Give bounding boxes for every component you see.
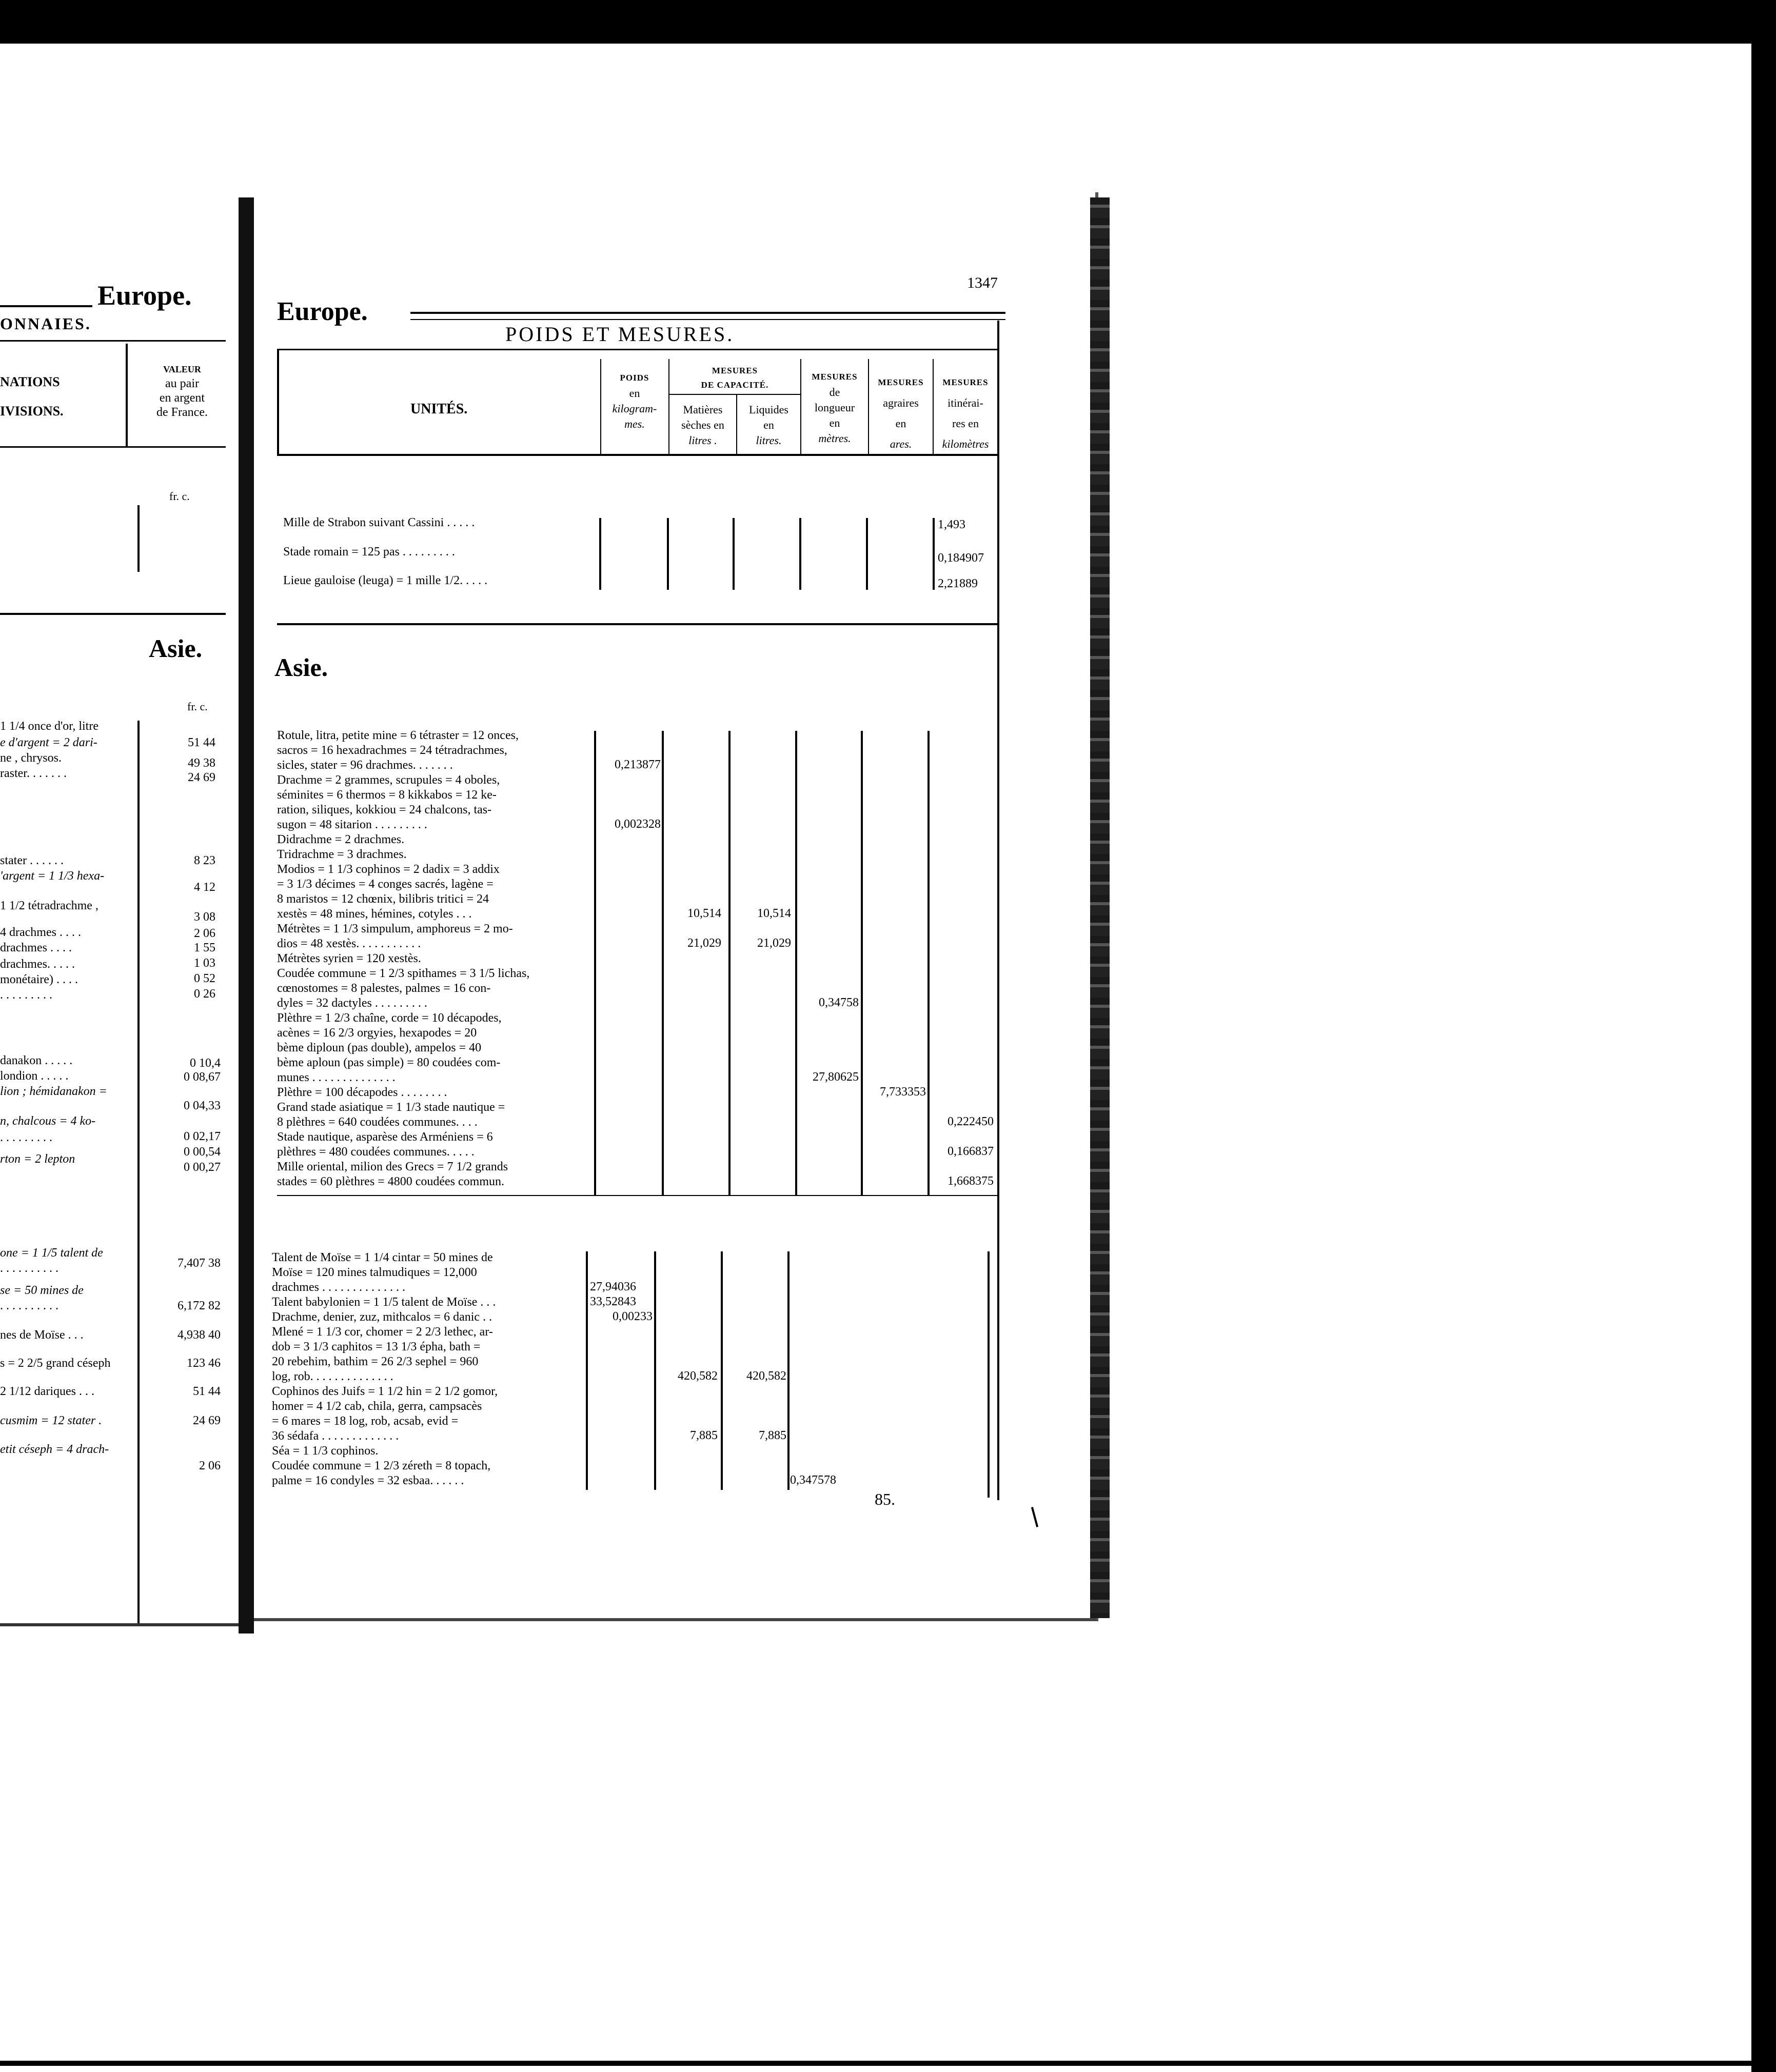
header-liquides-l1: Liquides (749, 403, 788, 416)
left-row-value: 4,938 40 (177, 1328, 221, 1342)
header-itineraires-l4: kilomètres (942, 437, 989, 450)
table-row-itin: 1,493 (938, 518, 965, 531)
asie-value-poids: 0,002328 (615, 818, 661, 831)
left-row-value: 0 00,54 (184, 1145, 221, 1159)
left-row-value: 123 46 (187, 1357, 221, 1370)
left-row-text: lion ; hémidanakon = (0, 1085, 107, 1098)
scan-right-border (1751, 44, 1776, 2072)
asie-line: Mille oriental, milion des Grecs = 7 1/2 grands (277, 1160, 508, 1173)
header-liquides-l3: litres. (756, 434, 782, 447)
table-title: POIDS ET MESURES. (505, 323, 735, 346)
left-unit-label: fr. c. (169, 490, 190, 503)
header-poids-l4: mes. (624, 417, 645, 430)
header-agraires (869, 371, 933, 454)
asie-line: bème diploun (pas double), ampelos = 40 (277, 1041, 482, 1054)
left-row-text: . . . . . . . . . (0, 1131, 52, 1144)
left-row-text: etit céseph = 4 drach- (0, 1443, 109, 1456)
asie-value-seches: 10,514 (687, 907, 721, 920)
left-row-text: s = 2 2/5 grand céseph (0, 1357, 111, 1370)
signature-mark: 85. (875, 1490, 895, 1508)
header-agraires-l2: agraires (883, 396, 919, 409)
book-spine (239, 197, 254, 1633)
asie-line: 8 plèthres = 640 coudées communes. . . . (277, 1115, 478, 1129)
left-row-value: 1 03 (194, 957, 215, 970)
header-longueur-l1: MESURES (812, 372, 858, 382)
left-row-value: 8 23 (194, 854, 215, 867)
left-value-column-rule (137, 721, 140, 1626)
asie-line: ration, siliques, kokkiou = 24 chalcons, tas- (277, 803, 492, 816)
left-row-text: rton = 2 lepton (0, 1152, 75, 1166)
left-row-text: monétaire) . . . . (0, 973, 78, 986)
header-left-rule (277, 349, 279, 454)
hebrew-value-liquides: 7,885 (759, 1429, 786, 1442)
header-agraires-l3: en (895, 417, 906, 430)
left-row-text: 1 1/4 once d'or, litre (0, 720, 98, 733)
col-rule (662, 731, 664, 1195)
scan-top-border (0, 0, 1776, 44)
left-row-value: 3 08 (194, 910, 215, 924)
left-header-bottom-rule (0, 446, 226, 448)
asie-value-itin: 0,166837 (948, 1145, 994, 1158)
hebrew-value-seches: 7,885 (690, 1429, 718, 1442)
left-row-text: one = 1 1/5 talent de (0, 1246, 103, 1260)
left-row-text: . . . . . . . . . (0, 988, 52, 1002)
asie-line: dyles = 32 dactyles . . . . . . . . . (277, 997, 427, 1010)
asie-line: sugon = 48 sitarion . . . . . . . . . (277, 818, 427, 831)
asie-line: Grand stade asiatique = 1 1/3 stade nautique = (277, 1101, 505, 1114)
table-right-rule (997, 321, 999, 1500)
left-header-divider (126, 344, 128, 446)
asie-line: Rotule, litra, petite mine = 6 tétraster = 12 onces, (277, 729, 519, 742)
asie-value-liquides: 10,514 (757, 907, 791, 920)
left-row-text: . . . . . . . . . . (0, 1262, 58, 1275)
col-rule (799, 518, 801, 590)
left-row-value: 2 06 (194, 927, 215, 940)
left-section-rule (0, 613, 226, 615)
col-rule (988, 1251, 990, 1498)
asie-line: acènes = 16 2/3 orgyies, hexapodes = 20 (277, 1026, 477, 1040)
asie-value-itin: 1,668375 (948, 1174, 994, 1188)
table-row-itin: 0,184907 (938, 551, 984, 565)
left-row-value: 0 00,27 (184, 1161, 221, 1174)
left-row-text: se = 50 mines de (0, 1284, 84, 1297)
asie-line: séminites = 6 thermos = 8 kikkabos = 12 ke- (277, 788, 497, 802)
asie-value-longueur: 0,34758 (819, 996, 859, 1009)
left-row-text: drachmes . . . . (0, 941, 72, 954)
asie-value-liquides: 21,029 (757, 937, 791, 950)
hebrew-line: Coudée commune = 1 2/3 zéreth = 8 topach, (272, 1459, 491, 1472)
left-row-value: 2 06 (199, 1459, 221, 1472)
left-header-col2-l2: au pair (165, 377, 199, 390)
header-capacity-rule (669, 394, 800, 395)
left-row-value: 49 38 (188, 756, 215, 770)
header-capacite-l1: MESURES (712, 366, 758, 375)
hebrew-line: dob = 3 1/3 caphitos = 13 1/3 épha, bath = (272, 1340, 481, 1353)
left-page-subtitle: ONNAIES. (0, 314, 91, 333)
left-row-text: nes de Moïse . . . (0, 1328, 84, 1342)
header-poids-l1: POIDS (620, 373, 649, 383)
left-header-col2-l1: VALEUR (163, 364, 201, 374)
header-longueur (801, 368, 868, 446)
hebrew-line: Talent babylonien = 1 1/5 talent de Moïse . . . (272, 1296, 496, 1309)
hebrew-line: Séa = 1 1/3 cophinos. (272, 1444, 379, 1458)
left-row-text: 2 1/12 dariques . . . (0, 1385, 94, 1398)
left-row-value: 51 44 (188, 736, 215, 749)
hebrew-line: 20 rebehim, bathim = 26 2/3 sephel = 960 (272, 1355, 479, 1368)
page-stack-edge (1090, 197, 1110, 1618)
left-row-value: 24 69 (193, 1414, 221, 1427)
table-row-unit: Stade romain = 125 pas . . . . . . . . . (283, 545, 455, 559)
col-rule (933, 518, 935, 590)
asie-value-seches: 21,029 (687, 937, 721, 950)
left-header-col1-line1: NATIONS (0, 374, 60, 389)
hebrew-value-poids: 0,00233 (613, 1310, 653, 1323)
left-row-value: 0 08,67 (184, 1070, 221, 1084)
asie-line: sacros = 16 hexadrachmes = 24 tétradrachmes, (277, 744, 507, 757)
asie-value-longueur: 27,80625 (813, 1070, 859, 1084)
left-row-text: ne , chrysos. (0, 751, 62, 765)
asie-value-agraires: 7,733353 (880, 1085, 926, 1099)
asie-line: Coudée commune = 1 2/3 spithames = 3 1/5 lichas, (277, 967, 530, 980)
hebrew-line: palme = 16 condyles = 32 esbaa. . . . . . (272, 1474, 464, 1487)
hebrew-value-poids: 33,52843 (590, 1295, 636, 1308)
header-seches-l2: sèches en (681, 419, 724, 431)
col-rule (787, 1251, 790, 1490)
left-row-value: 7,407 38 (177, 1257, 221, 1270)
left-asie-unit-label: fr. c. (187, 700, 208, 713)
left-row-text: 1 1/2 tétradrachme , (0, 899, 98, 912)
asie-line: Tridrachme = 3 drachmes. (277, 848, 407, 861)
header-agraires-l4: ares. (890, 437, 912, 450)
asie-value-poids: 0,213877 (615, 758, 661, 771)
col-rule (795, 731, 797, 1195)
left-title-rule (0, 305, 92, 307)
header-liquides (737, 402, 800, 448)
col-rule (733, 518, 735, 590)
page-number: 1347 (967, 274, 998, 291)
header-liquides-l2: en (763, 419, 774, 431)
left-row-text: danakon . . . . . (0, 1054, 73, 1067)
col-rule (728, 731, 731, 1195)
asie-line: Stade nautique, asparèse des Arméniens = 6 (277, 1130, 493, 1144)
table-row-itin: 2,21889 (938, 577, 978, 590)
left-row-value: 0 02,17 (184, 1130, 221, 1143)
header-capacite-l2: DE CAPACITÉ. (701, 380, 769, 390)
col-rule (586, 1251, 588, 1490)
left-header-rule (0, 340, 226, 342)
left-row-text: stater . . . . . . (0, 854, 64, 867)
left-row-value: 1 55 (194, 941, 215, 954)
header-poids (601, 369, 668, 432)
hebrew-line: Cophinos des Juifs = 1 1/2 hin = 2 1/2 gomor, (272, 1385, 498, 1398)
left-row-value: 51 44 (193, 1385, 221, 1398)
left-row-text: raster. . . . . . . (0, 767, 67, 780)
left-row-text: . . . . . . . . . . (0, 1299, 58, 1312)
left-row-value: 0 04,33 (184, 1099, 221, 1112)
left-row-value: 4 12 (194, 881, 215, 894)
header-longueur-l4: en (829, 416, 840, 429)
left-row-text: n, chalcous = 4 ko- (0, 1114, 96, 1128)
hebrew-value-seches: 420,582 (678, 1369, 718, 1383)
left-row-value: 24 69 (188, 771, 215, 784)
col-rule (667, 518, 669, 590)
hebrew-line: 36 sédafa . . . . . . . . . . . . . (272, 1429, 399, 1443)
header-itineraires-l3: res en (952, 417, 979, 430)
left-page (0, 203, 247, 1626)
left-row-value: 0 10,4 (190, 1057, 221, 1070)
table-row-unit: Mille de Strabon suivant Cassini . . . . . (283, 516, 475, 529)
hebrew-line: drachmes . . . . . . . . . . . . . . (272, 1281, 405, 1294)
hebrew-value-poids: 27,94036 (590, 1280, 636, 1293)
left-row-text: 'argent = 1 1/3 hexa- (0, 869, 105, 883)
hebrew-value-longueur: 0,347578 (790, 1473, 836, 1487)
header-top-rule (277, 349, 998, 350)
hebrew-line: Mlené = 1 1/3 cor, chomer = 2 2/3 lethec, ar- (272, 1325, 493, 1339)
hebrew-line: Drachme, denier, zuz, mithcalos = 6 danic . . (272, 1310, 492, 1324)
left-row-text: cusmim = 12 stater . (0, 1414, 102, 1427)
header-longueur-l5: mètres. (818, 432, 851, 445)
asie-line: 8 maristos = 12 chœnix, bilibris tritici = 24 (277, 892, 489, 906)
left-page-title: Europe. (97, 280, 192, 311)
header-unites: UNITÉS. (410, 401, 468, 417)
asie-line: Modios = 1 1/3 cophinos = 2 dadix = 3 addix (277, 863, 500, 876)
col-rule (599, 518, 601, 590)
asie-line: Didrachme = 2 drachmes. (277, 833, 405, 846)
left-row-text: londion . . . . . (0, 1069, 69, 1083)
left-header-col2-l3: en argent (159, 391, 205, 405)
asie-line: plèthres = 480 coudées communes. . . . . (277, 1145, 475, 1159)
asie-line: Plèthre = 1 2/3 chaîne, corde = 10 décapodes, (277, 1011, 502, 1025)
asie-line: = 3 1/3 décimes = 4 conges sacrés, lagène = (277, 878, 494, 891)
hebrew-line: Moïse = 120 mines talmudiques = 12,000 (272, 1266, 477, 1279)
header-seches (669, 402, 736, 448)
header-poids-l2: en (629, 387, 640, 400)
asie-line: bème aploun (pas simple) = 80 coudées com- (277, 1056, 501, 1069)
asie-line: munes . . . . . . . . . . . . . . (277, 1071, 396, 1084)
asie-section-rule (277, 1195, 999, 1196)
asie-line: Métrètes syrien = 120 xestès. (277, 952, 421, 965)
hebrew-value-liquides: 420,582 (746, 1369, 786, 1383)
header-seches-l1: Matières (683, 403, 723, 416)
header-longueur-l3: longueur (814, 401, 855, 414)
hebrew-line: log, rob. . . . . . . . . . . . . . (272, 1370, 393, 1383)
left-row-text: 4 drachmes . . . . (0, 926, 81, 939)
left-header-col2-l4: de France. (156, 406, 208, 419)
left-col-rule (137, 505, 140, 572)
header-poids-l3: kilogram- (612, 402, 657, 415)
left-row-text: drachmes. . . . . (0, 958, 75, 971)
asie-line: Drachme = 2 grammes, scrupules = 4 oboles, (277, 773, 500, 787)
header-capacite (669, 363, 800, 392)
col-rule (861, 731, 863, 1195)
asie-line: sicles, stater = 96 drachmes. . . . . . . (277, 759, 453, 772)
asie-line: cœnostomes = 8 palestes, palmes = 16 con- (277, 982, 491, 995)
left-asie-title: Asie. (149, 634, 203, 663)
header-seches-l3: litres . (688, 434, 717, 447)
header-itineraires-l1: MESURES (942, 377, 989, 387)
header-longueur-l2: de (829, 386, 840, 399)
title-rule (410, 312, 1005, 320)
hebrew-line: homer = 4 1/2 cab, chila, gerra, campsacès (272, 1400, 482, 1413)
left-row-value: 0 26 (194, 987, 215, 1001)
left-row-value: 0 52 (194, 972, 215, 985)
col-rule (594, 731, 596, 1195)
left-row-value: 6,172 82 (177, 1299, 221, 1312)
header-itineraires (934, 371, 997, 454)
europe-section-rule (277, 623, 999, 625)
asie-line: Plèthre = 100 décapodes . . . . . . . . (277, 1086, 447, 1099)
asie-line: stades = 60 plèthres = 4800 coudées commun. (277, 1175, 504, 1188)
header-itineraires-l2: itinérai- (948, 396, 983, 409)
col-rule (866, 518, 868, 590)
asie-line: Métrètes = 1 1/3 simpulum, amphoreus = 2 mo- (277, 922, 513, 935)
scan-bottom-border (0, 2061, 1751, 2066)
asie-value-itin: 0,222450 (948, 1115, 994, 1128)
left-row-text: e d'argent = 2 dari- (0, 736, 97, 749)
asie-line: dios = 48 xestès. . . . . . . . . . . (277, 937, 421, 950)
hebrew-line: = 6 mares = 18 log, rob, acsab, evid = (272, 1414, 459, 1428)
page-title: Europe. (277, 297, 368, 326)
asie-line: xestès = 48 mines, hémines, cotyles . . . (277, 907, 472, 921)
table-row-unit: Lieue gauloise (leuga) = 1 mille 1/2. . . . . (283, 574, 488, 587)
header-agraires-l1: MESURES (878, 377, 924, 387)
left-header-col1-line2: IVISIONS. (0, 404, 64, 419)
asie-title: Asie. (274, 653, 328, 682)
hebrew-line: Talent de Moïse = 1 1/4 cintar = 50 mines de (272, 1251, 493, 1264)
